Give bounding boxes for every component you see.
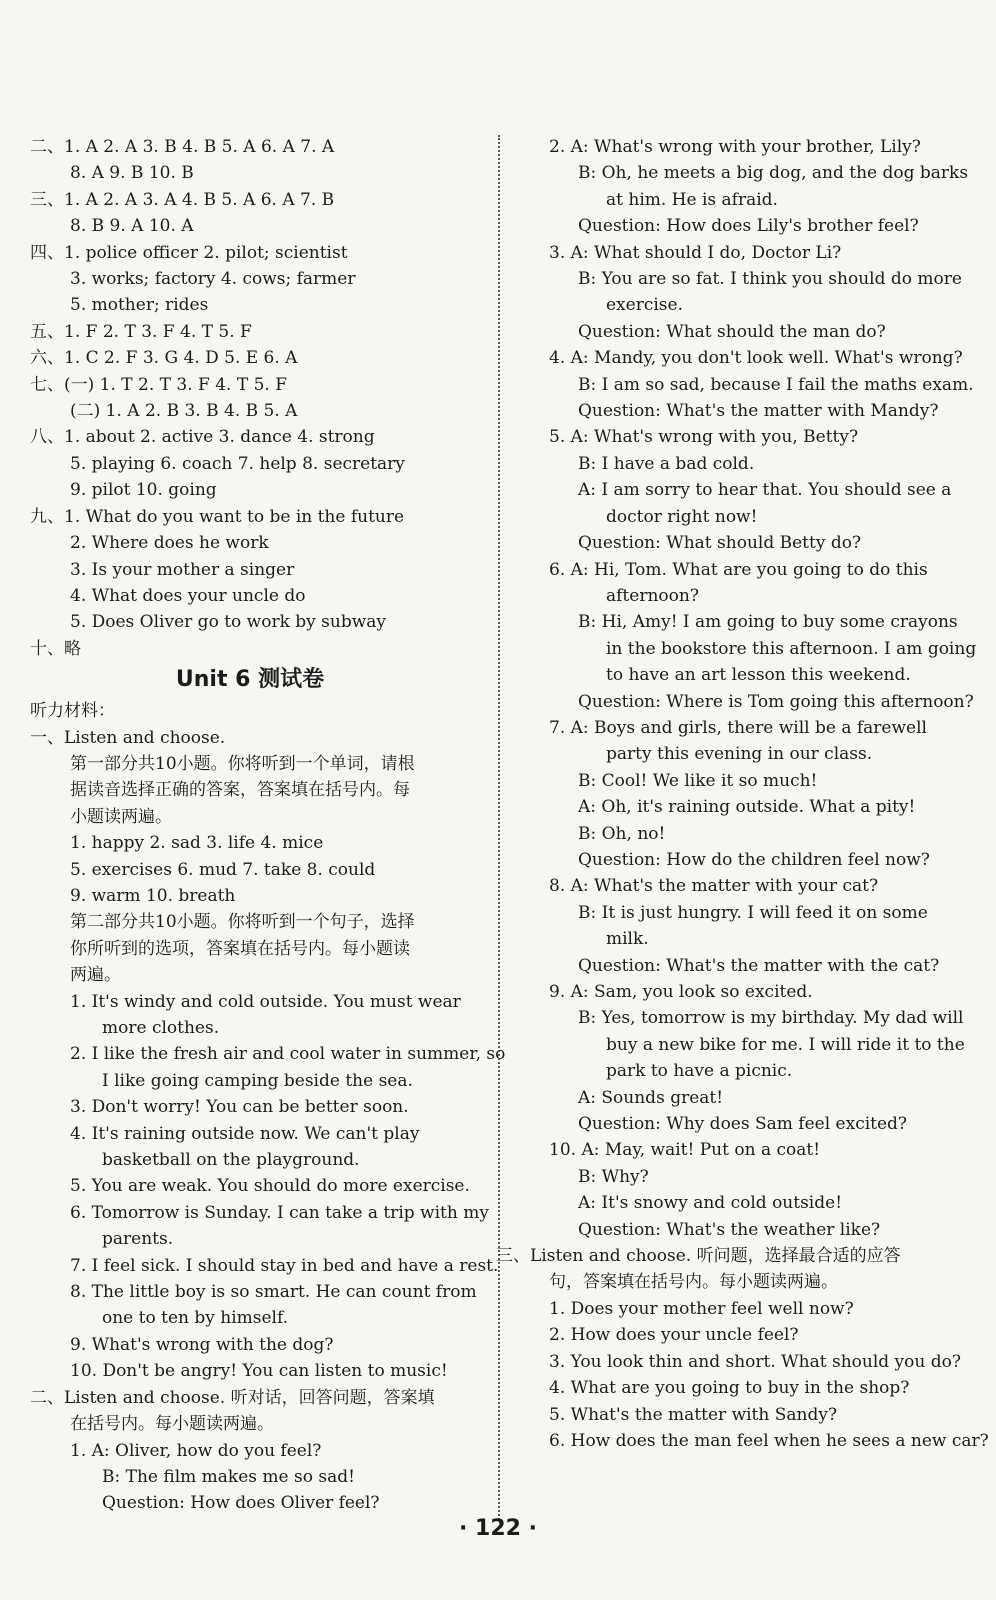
text-line: party this evening in our class. — [606, 744, 873, 765]
text-line: B: Oh, no! — [578, 823, 666, 844]
text-line: I like going camping beside the sea. — [102, 1070, 413, 1091]
text-line: buy a new bike for me. I will ride it to the — [606, 1034, 965, 1055]
text-line: Question: Why does Sam feel excited? — [578, 1114, 908, 1135]
text-line: 2. I like the fresh air and cool water in summer, so — [70, 1044, 506, 1065]
text-line: A: Oh, it's raining outside. What a pity! — [578, 797, 916, 818]
text-line: B: I am so sad, because I fail the maths exam. — [578, 374, 974, 395]
text-line: 9. pilot 10. going — [70, 480, 217, 501]
text-line: 8. The little boy is so smart. He can count from — [70, 1282, 477, 1303]
right-column — [496, 134, 989, 1454]
column-divider — [498, 135, 500, 1520]
text-line: Question: What's the matter with Mandy? — [578, 401, 939, 422]
text-line: B: I have a bad cold. — [578, 453, 755, 474]
text-line: 5. Does Oliver go to work by subway — [70, 612, 387, 633]
section-title: Unit 6 测试卷 — [175, 667, 325, 693]
text-line: Question: What should Betty do? — [578, 533, 862, 554]
text-line: 10. Don't be angry! You can listen to music! — [70, 1361, 448, 1382]
text-line: 4. What does your uncle do — [70, 585, 306, 606]
text-line: one to ten by himself. — [102, 1308, 289, 1329]
text-line: B: The film makes me so sad! — [102, 1466, 355, 1487]
text-line: 3. Don't worry! You can be better soon. — [70, 1097, 409, 1118]
left-column — [30, 134, 506, 1517]
text-line: Question: What should the man do? — [578, 321, 886, 342]
text-line: park to have a picnic. — [606, 1061, 793, 1082]
text-line: 八、1. about 2. active 3. dance 4. strong — [30, 427, 375, 448]
text-line: 6. How does the man feel when he sees a new car? — [549, 1430, 989, 1451]
text-line: A: It's snowy and cold outside! — [578, 1193, 843, 1214]
text-line: Question: Where is Tom going this afternoon? — [578, 691, 974, 712]
text-line: 两遍。 — [70, 965, 121, 986]
text-line: 十、略 — [30, 638, 81, 659]
text-line: at him. He is afraid. — [606, 189, 778, 210]
text-line: 2. Where does he work — [70, 533, 269, 554]
text-line: 二、Listen and choose. 听对话，回答问题，答案填 — [30, 1387, 435, 1408]
text-line: 5. You are weak. You should do more exercise. — [70, 1176, 470, 1197]
text-line: 9. A: Sam, you look so excited. — [549, 982, 813, 1002]
text-line: 三、Listen and choose. 听问题，选择最合适的应答 — [496, 1246, 901, 1267]
text-line: more clothes. — [102, 1018, 220, 1038]
text-line: 10. A: May, wait! Put on a coat! — [549, 1140, 821, 1161]
text-line: 句，答案填在括号内。每小题读两遍。 — [549, 1272, 838, 1293]
text-line: 8. A 9. B 10. B — [70, 163, 194, 184]
text-line: B: Hi, Amy! I am going to buy some crayons — [578, 612, 958, 633]
text-line: 3. You look thin and short. What should you do? — [549, 1351, 961, 1372]
text-line: basketball on the playground. — [102, 1150, 360, 1171]
text-line: 6. A: Hi, Tom. What are you going to do this — [549, 559, 928, 580]
text-line: 5. mother; rides — [70, 295, 209, 316]
page-number: · 122 · — [459, 1516, 537, 1541]
text-line: 3. Is your mother a singer — [70, 559, 295, 580]
text-line: to have an art lesson this weekend. — [606, 665, 911, 686]
text-line: 九、1. What do you want to be in the future — [30, 506, 405, 527]
text-line: 4. What are you going to buy in the shop? — [549, 1378, 910, 1399]
text-line: 六、1. C 2. F 3. G 4. D 5. E 6. A — [30, 348, 298, 369]
text-line: 二、1. A 2. A 3. B 4. B 5. A 6. A 7. A — [30, 137, 335, 157]
text-line: A: Sounds great! — [578, 1087, 724, 1108]
text-line: B: Yes, tomorrow is my birthday. My dad will — [578, 1008, 964, 1029]
text-line: 1. Does your mother feel well now? — [549, 1298, 854, 1319]
text-line: 小题读两遍。 — [70, 806, 172, 827]
text-line: doctor right now! — [606, 506, 758, 527]
text-line: 6. Tomorrow is Sunday. I can take a trip with my — [70, 1202, 489, 1223]
text-line: 第一部分共10小题。你将听到一个单词，请根 — [70, 753, 415, 774]
text-line: 四、1. police officer 2. pilot; scientist — [30, 242, 348, 263]
text-line: 在括号内。每小题读两遍。 — [70, 1414, 274, 1435]
text-line: milk. — [606, 929, 649, 950]
text-line: 1. A: Oliver, how do you feel? — [70, 1440, 322, 1461]
text-line: 5. exercises 6. mud 7. take 8. could — [70, 859, 376, 880]
text-line: 8. B 9. A 10. A — [70, 216, 194, 237]
text-line: Question: How do the children feel now? — [578, 849, 930, 870]
text-line: 4. A: Mandy, you don't look well. What's wrong? — [549, 348, 963, 369]
text-line: 五、1. F 2. T 3. F 4. T 5. F — [30, 321, 252, 342]
text-line: 一、Listen and choose. — [30, 727, 226, 748]
text-line: 5. What's the matter with Sandy? — [549, 1404, 838, 1425]
text-line: B: Oh, he meets a big dog, and the dog barks — [578, 163, 969, 184]
text-line: Question: What's the weather like? — [578, 1219, 881, 1240]
text-line: 9. What's wrong with the dog? — [70, 1334, 334, 1355]
text-line: B: Cool! We like it so much! — [578, 770, 818, 791]
text-line: 3. works; factory 4. cows; farmer — [70, 269, 356, 290]
text-line: 1. happy 2. sad 3. life 4. mice — [70, 833, 324, 854]
text-line: 7. A: Boys and girls, there will be a farewell — [549, 717, 927, 738]
text-line: B: Why? — [578, 1166, 649, 1187]
text-line: B: You are so fat. I think you should do more — [578, 269, 962, 290]
text-line: A: I am sorry to hear that. You should see a — [578, 480, 952, 501]
text-line: exercise. — [606, 295, 683, 316]
text-line: 三、1. A 2. A 3. A 4. B 5. A 6. A 7. B — [30, 189, 335, 210]
text-line: afternoon? — [606, 585, 699, 606]
text-line: 9. warm 10. breath — [70, 885, 236, 906]
text-line: 据读音选择正确的答案，答案填在括号内。每 — [70, 780, 410, 801]
text-line: (二) 1. A 2. B 3. B 4. B 5. A — [70, 401, 298, 422]
text-line: 你所听到的选项，答案填在括号内。每小题读 — [70, 938, 410, 959]
text-line: 2. A: What's wrong with your brother, Lily? — [549, 137, 921, 157]
text-line: 听力材料： — [30, 701, 115, 722]
text-line: Question: What's the matter with the cat? — [578, 955, 940, 976]
text-line: B: It is just hungry. I will feed it on some — [578, 902, 928, 923]
text-line: 8. A: What's the matter with your cat? — [549, 876, 879, 897]
text-line: 7. I feel sick. I should stay in bed and have a rest. — [70, 1255, 499, 1276]
text-line: 七、(一) 1. T 2. T 3. F 4. T 5. F — [30, 374, 288, 395]
text-line: parents. — [102, 1229, 174, 1250]
text-line: 5. playing 6. coach 7. help 8. secretary — [70, 453, 405, 474]
text-line: 5. A: What's wrong with you, Betty? — [549, 427, 859, 448]
text-line: in the bookstore this afternoon. I am going — [606, 638, 977, 659]
text-line: 3. A: What should I do, Doctor Li? — [549, 242, 842, 263]
text-line: 第二部分共10小题。你将听到一个句子，选择 — [70, 912, 415, 933]
text-line: Question: How does Oliver feel? — [102, 1493, 380, 1514]
text-line: 1. It's windy and cold outside. You must wear — [70, 991, 461, 1012]
text-line: 4. It's raining outside now. We can't play — [70, 1123, 420, 1144]
text-line: 2. How does your uncle feel? — [549, 1325, 799, 1346]
text-line: Question: How does Lily's brother feel? — [578, 216, 919, 237]
